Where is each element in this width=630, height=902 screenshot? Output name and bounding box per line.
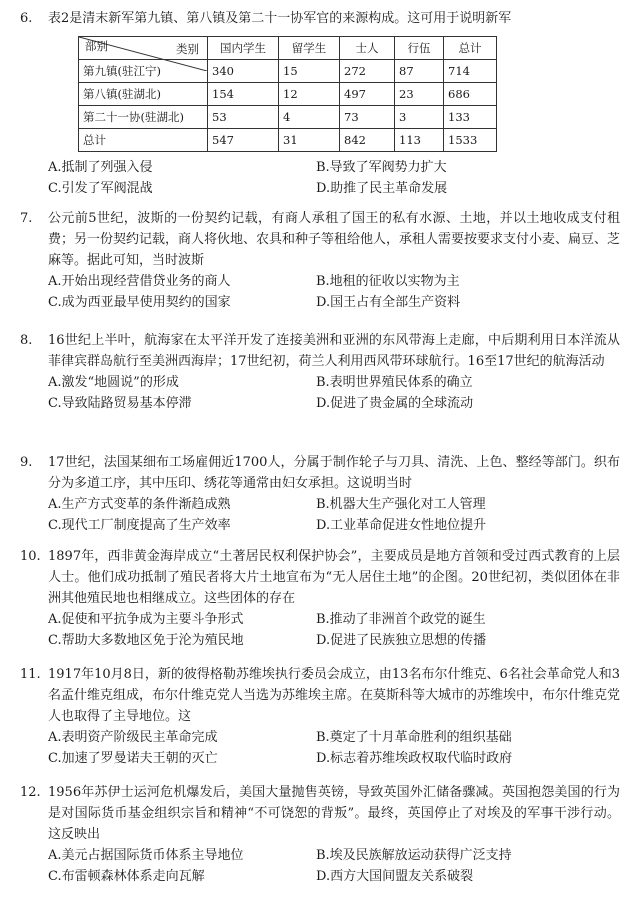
table-header-row [79, 37, 497, 60]
option-a[interactable]: A.美元占据国际货币体系主导地位 [48, 848, 244, 863]
option-b[interactable]: B.推动了非洲首个政党的诞生 [316, 612, 486, 627]
question-7 [20, 208, 620, 313]
table-cell: 272 [340, 60, 395, 83]
table-cell: 842 [340, 129, 395, 152]
option-a[interactable]: A.促使和平抗争成为主要斗争形式 [48, 612, 244, 627]
question-11 [20, 664, 620, 769]
table-cell: 133 [444, 106, 497, 129]
option-c[interactable]: C.加速了罗曼诺夫王朝的灭亡 [48, 751, 218, 766]
table-cell: 4 [279, 106, 340, 129]
table-corner-cell [79, 37, 208, 60]
table-header-cell: 士人 [340, 37, 395, 60]
table-row [79, 106, 497, 129]
question-stem: 1917年10月8日，新的彼得格勒苏维埃执行委员会成立，由13名布尔什维克、6名社会革命党人和3名孟什维克组成，布尔什维克党人当选为苏维埃主席。在莫斯科等大城市的苏维埃中，布尔什维克党人也取得了主导地位。这 [48, 667, 621, 724]
table-cell: 154 [208, 83, 279, 106]
option-d[interactable]: D.促进了贵金属的全球流动 [316, 396, 474, 411]
answer-options [48, 271, 620, 313]
option-d[interactable]: D.西方大国间盟友关系破裂 [316, 869, 474, 884]
option-c[interactable]: C.导致陆路贸易基本停滞 [48, 396, 192, 411]
question-number: 10. [20, 549, 41, 564]
option-a[interactable]: A.生产方式变革的条件渐趋成熟 [48, 497, 231, 512]
answer-options [48, 157, 620, 199]
table-cell: 113 [395, 129, 444, 152]
option-c[interactable]: C.引发了军阀混战 [48, 181, 153, 196]
table-header-cell: 总计 [444, 37, 497, 60]
table-cell: 340 [208, 60, 279, 83]
question-stem: 表2是清末新军第九镇、第八镇及第二十一协军官的来源构成。这可用于说明新军 [48, 11, 512, 26]
table-header-cell: 行伍 [395, 37, 444, 60]
question-number: 7. [20, 211, 33, 226]
corner-bottom-label: 部别 [85, 39, 108, 53]
question-9 [20, 452, 620, 536]
option-b[interactable]: B.机器大生产强化对工人管理 [316, 497, 486, 512]
table-cell: 497 [340, 83, 395, 106]
option-d[interactable]: D.助推了民主革命发展 [316, 181, 448, 196]
answer-options [48, 372, 620, 414]
table-cell: 686 [444, 83, 497, 106]
option-a[interactable]: A.开始出现经营借贷业务的商人 [48, 274, 231, 289]
answer-options [48, 845, 620, 887]
question-stem: 1956年苏伊士运河危机爆发后，美国大量抛售英镑，导致英国外汇储备骤减。英国抱怨美国的行为是对国际货币基金组织宗旨和精神“不可饶恕的背叛”。最终，英国停止了对埃及的军事干涉行动。这反映出 [48, 785, 620, 842]
option-b[interactable]: B.导致了军阀势力扩大 [316, 160, 447, 175]
table-cell: 31 [279, 129, 340, 152]
question-number: 12. [20, 785, 41, 800]
option-d[interactable]: D.国王占有全部生产资料 [316, 295, 461, 310]
question-stem: 公元前5世纪，波斯的一份契约记载，有商人承租了国王的私有水源、土地，并以土地收成支付租费；另一份契约记载，商人将伙地、农具和种子等租给他人，承租人需要按要求支付小麦、扁豆、芝麻等。据此可知，当时波斯 [48, 211, 621, 268]
option-c[interactable]: C.现代工厂制度提高了生产效率 [48, 518, 231, 533]
option-d[interactable]: D.工业革命促进女性地位提升 [316, 518, 487, 533]
table-header-cell: 国内学生 [208, 37, 279, 60]
table-row [79, 83, 497, 106]
table-cell: 15 [279, 60, 340, 83]
option-b[interactable]: B.表明世界殖民体系的确立 [316, 375, 473, 390]
table-row-label: 总计 [79, 129, 208, 152]
question-stem: 1897年，西非黄金海岸成立“土著居民权利保护协会”，主要成员是地方首领和受过西式教育的上层人士。他们成功抵制了殖民者将大片土地宣布为“无人居住土地”的企图。20世纪初，类似团体在非洲其他殖民地也相继成立。这些团体的存在 [48, 549, 620, 606]
table-cell: 3 [395, 106, 444, 129]
table-cell: 12 [279, 83, 340, 106]
table-header-cell: 留学生 [279, 37, 340, 60]
table-cell: 87 [395, 60, 444, 83]
table-row-label: 第二十一协(驻湖北) [79, 106, 208, 129]
answer-options [48, 727, 620, 769]
option-a[interactable]: A.激发“地圆说”的形成 [48, 375, 179, 390]
answer-options [48, 609, 620, 651]
option-d[interactable]: D.标志着苏维埃政权取代临时政府 [316, 751, 513, 766]
option-b[interactable]: B.奠定了十月革命胜利的组织基础 [316, 730, 512, 745]
question-number: 6. [20, 11, 33, 26]
table-cell: 73 [340, 106, 395, 129]
option-c[interactable]: C.布雷顿森林体系走向瓦解 [48, 869, 205, 884]
option-a[interactable]: A.抵制了列强入侵 [48, 160, 153, 175]
question-number: 8. [20, 333, 33, 348]
answer-options [48, 494, 620, 536]
option-a[interactable]: A.表明资产阶级民主革命完成 [48, 730, 218, 745]
question-stem: 16世纪上半叶，航海家在太平洋开发了连接美洲和亚洲的东风带海上走廊，中后期利用日本洋流从菲律宾群岛航行至美洲西海岸；17世纪初，荷兰人利用西风带环球航行。16至17世纪的航海活动 [48, 333, 620, 369]
question-10 [20, 546, 620, 651]
question-stem: 17世纪，法国某细布工场雇佣近1700人，分属于制作轮子与刀具、清洗、上色、整经等部门。织布分为多道工序，其中压印、绣花等通常由妇女承担。这说明当时 [48, 455, 620, 491]
table-row-label: 第八镇(驻湖北) [79, 83, 208, 106]
table-cell: 23 [395, 83, 444, 106]
question-8 [20, 330, 620, 414]
table-cell: 714 [444, 60, 497, 83]
question-12 [20, 782, 620, 887]
data-table [78, 36, 497, 152]
table-cell: 547 [208, 129, 279, 152]
table-cell: 53 [208, 106, 279, 129]
option-c[interactable]: C.成为西亚最早使用契约的国家 [48, 295, 231, 310]
corner-top-label: 类别 [176, 42, 199, 56]
option-c[interactable]: C.帮助大多数地区免于沦为殖民地 [48, 633, 244, 648]
question-6 [20, 8, 620, 199]
option-d[interactable]: D.促进了民族独立思想的传播 [316, 633, 487, 648]
question-number: 9. [20, 455, 33, 470]
option-b[interactable]: B.埃及民族解放运动获得广泛支持 [316, 848, 512, 863]
table-cell: 1533 [444, 129, 497, 152]
question-number: 11. [20, 667, 41, 682]
table-row [79, 129, 497, 152]
option-b[interactable]: B.地租的征收以实物为主 [316, 274, 460, 289]
table-row-label: 第九镇(驻江宁) [79, 60, 208, 83]
